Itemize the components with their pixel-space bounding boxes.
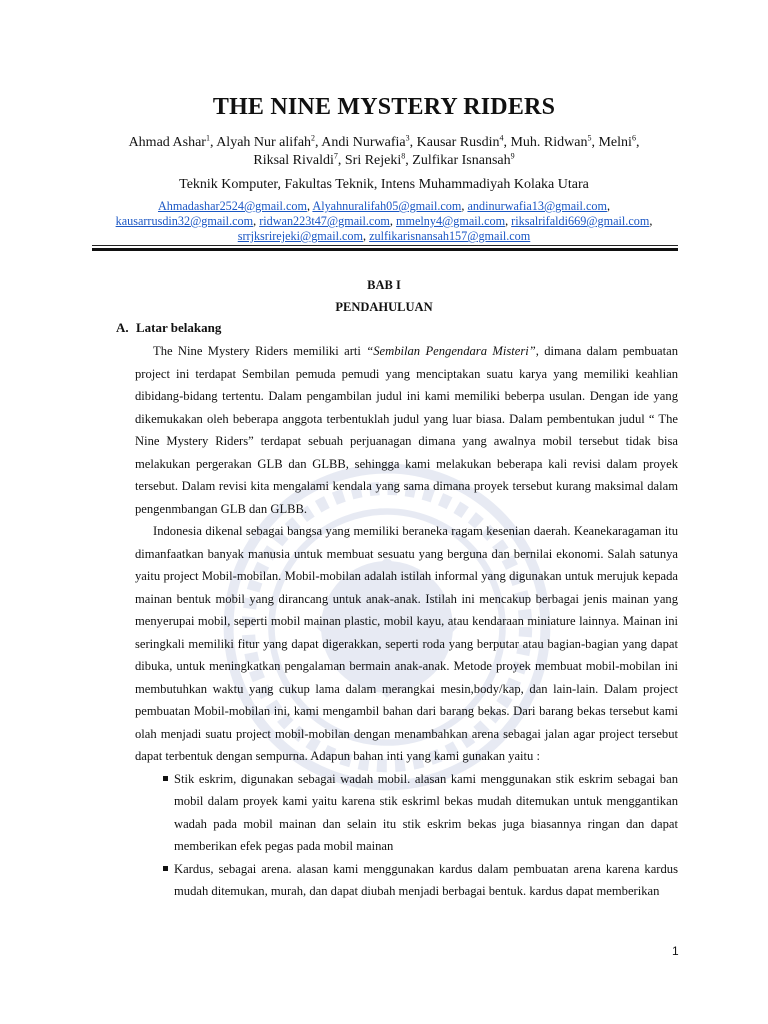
paper-title: THE NINE MYSTERY RIDERS [212,94,556,120]
square-bullet-icon [163,866,168,871]
chapter-title: PENDAHULUAN [335,300,433,314]
email-link[interactable]: zulfikarisnansah157@gmail.com [369,229,531,243]
header-divider-thin [92,245,678,246]
paragraph: Indonesia dikenal sebagai bangsa yang memiliki beraneka ragam kesenian daerah. Keanekaragaman itu dimanfaatkan banyak manusia untuk membuat sesuatu yang berguna dan bernilai ekonomi. Salah satunya yaitu project Mobil-mobilan. Mobil-mobilan adalah istilah informal yang digunakan untuk merujuk kepada mainan bentuk mobil yang dirancang untuk anak-anak. Istilah ini mencakup berbagai jenis mainan yang menyerupai mobil, seperti mobil mainan plastic, mobil kayu, atau kendaraan miniature lainnya. Mainan ini seringkali memiliki fitur yang dapat digerakkan, seperti roda yang berputar atau bagian-bagian yang dapat dibuka, untuk meningkatkan pengalaman bermain anak-anak. Metode proyek membuat mobil-mobilan ini membutuhkan waktu yang cukup lama dalam merangkai mesin,body/kap, dan lain-lain. Dalam project pembuatan Mobil-mobilan ini, kami mengambil bahan dari barang bekas. Dari barang bekas tersebut kami olah menjadi suatu project mobil-mobilan dengan menambahkan arena sebagai jalan agar project tersebut dapat terbentuk dengan sempurna. Adapun bahan inti yang kami gunakan yaitu : [135,524,678,763]
author: Ahmad Ashar$^1$, [128,133,217,150]
list-item: Stik eskrim, digunakan sebagai wadah mobil. alasan kami menggunakan stik eskrim sebagai ban mobil dalam proyek kami yaitu karena stik eskriml bekas mudah ditemukan untuk menggantikan wadah pada mobil mainan dan selain itu stik eskrim bekas juga biasannya ringan dan dapat memberikan efek pegas pada mobil mainan [135,768,678,858]
section-title: Latar belakang [136,320,222,335]
bullet-list [135,768,678,903]
email-link[interactable]: ridwan223t47@gmail.com [259,214,390,228]
body-text [135,340,678,903]
author: Melni$^6$, [598,133,640,150]
author: Zulfikar Isnansah$^9$ [412,151,515,168]
page-number: 1 [672,944,679,958]
list-item: Kardus, sebagai arena. alasan kami menggunakan kardus dalam pembuatan arena karena kardus mudah ditemukan, murah, dan dapat diubah menjadi berbagai bentuk. kardus dapat memberikan [135,858,678,903]
square-bullet-icon [163,776,168,781]
email-link[interactable]: Alyahnuralifah05@gmail.com [312,199,462,213]
author: Kausar Rusdin$^4$, [416,133,511,150]
chapter-number: BAB I [367,278,401,292]
affiliation: Teknik Komputer, Fakultas Teknik, Intens Muhammadiyah Kolaka Utara [179,177,589,192]
email-list: Ahmadashar2524@gmail.com, Alyahnuralifah05@gmail.com, andinurwafia13@gmail.com, kausarrusdin32@gmail.com, ridwan223t47@gmail.com, mmelny4@gmail.com, riksalrifaldi669@gmail.com, srrjksrirejeki@gmail.com, zulfikarisnansah157@gmail.com [115,199,653,243]
header-divider-thick [92,248,678,251]
email-link[interactable]: srrjksrirejeki@gmail.com [237,229,363,243]
author: Sri Rejeki$^8$, [344,151,413,168]
section-heading [116,320,221,336]
email-link[interactable]: andinurwafia13@gmail.com [467,199,607,213]
author-list [110,134,658,170]
author: Muh. Ridwan$^5$, [510,133,599,150]
author: Andi Nurwafia$^3$, [321,133,417,150]
email-link[interactable]: mmelny4@gmail.com [396,214,506,228]
author: Riksal Rivaldi$^7$, [253,151,345,168]
paragraph: The Nine Mystery Riders memiliki arti “Sembilan Pengendara Misteri”, dimana dalam pembuatan project ini terdapat Sembilan pemuda pemudi yang menciptakan suatu karya yang memiliki keahlian dibidang-bidang tertentu. Dalam pengambilan judul ini kami memiliki beberpa usulan. Dengan ide yang dikemukakan oleh beberapa anggota terbentuklah judul yang luar biasa. Dalam pembentukan judul “ The Nine Mystery Riders” terdapat sebuah perjuanagan dimana yang awalnya mobil tersebut tidak bisa melakukan pergerakan GLB dan GLBB, sehingga kami melakukan beberapa kali revisi dalam proyek tersebut. Dalam revisi kita mengalami kendala yang sama dimana proyek tersebut kurang maksimal dalam pengenmbangan GLB dan GLBB. [135,344,679,516]
email-link[interactable]: Ahmadashar2524@gmail.com [157,199,307,213]
email-link[interactable]: kausarrusdin32@gmail.com [115,214,254,228]
section-number: A. [116,320,129,335]
author: Alyah Nur alifah$^2$, [216,133,322,150]
email-link[interactable]: riksalrifaldi669@gmail.com [511,214,650,228]
